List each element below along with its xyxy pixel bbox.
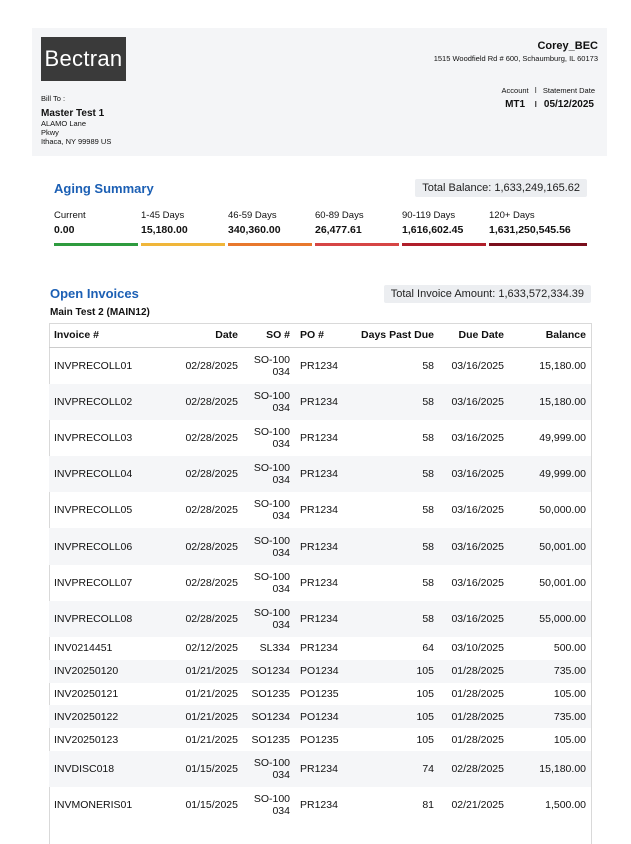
po-number-cell: PR1234	[295, 456, 349, 492]
bucket-value: 0.00	[54, 224, 75, 236]
invoice-date-cell: 01/21/2025	[185, 733, 238, 746]
balance-cell: 50,001.00	[539, 576, 586, 589]
bill-to-address-line: Pkwy	[41, 128, 59, 137]
so-number-line: 034	[272, 546, 290, 559]
column-header: Date	[163, 323, 243, 348]
table-row	[49, 565, 591, 601]
so-number-cell	[243, 660, 295, 683]
invoice-date-cell: 02/28/2025	[163, 528, 243, 564]
separator: I	[534, 86, 537, 95]
days-past-due-cell: 58	[422, 359, 434, 372]
so-number-line: SO1234	[251, 710, 290, 723]
due-date-cell: 03/16/2025	[451, 359, 504, 372]
bill-to-name: Master Test 1	[41, 108, 105, 119]
invoice-date-cell: 02/28/2025	[185, 504, 238, 517]
table-row	[49, 705, 591, 728]
balance-cell: 49,999.00	[539, 431, 586, 444]
due-date-cell: 03/16/2025	[439, 456, 509, 492]
invoice-number-cell: INV20250121	[54, 687, 119, 700]
so-number-line: SO-100	[253, 498, 290, 511]
bucket-label: 46-59 Days	[228, 210, 277, 221]
balance-cell: 15,180.00	[539, 359, 586, 372]
bucket-label: 1-45 Days	[141, 210, 185, 221]
invoice-number-cell: INVMONERIS01	[54, 799, 133, 812]
column-header: Invoice #	[49, 323, 163, 348]
so-number-cell	[243, 420, 295, 456]
bill-to-label: Bill To :	[41, 94, 66, 103]
so-number-cell	[243, 683, 295, 706]
bucket-value: 340,360.00	[228, 224, 281, 236]
bucket-label: 60-89 Days	[315, 210, 364, 221]
table-row	[49, 384, 591, 420]
po-number-cell: PR1234	[300, 359, 338, 372]
days-past-due-cell: 64	[422, 642, 434, 655]
bucket-value: 1,631,250,545.56	[489, 224, 571, 236]
statement-date-label: Statement Date	[542, 86, 595, 95]
invoice-number-cell: INV20250123	[54, 733, 119, 746]
aging-buckets	[54, 210, 588, 246]
po-number-cell: PR1234	[300, 504, 338, 517]
invoice-date-cell: 01/15/2025	[163, 751, 243, 787]
bill-to-block	[41, 94, 111, 146]
aging-bucket-120-plus	[489, 210, 587, 246]
bucket-value: 15,180.00	[141, 224, 188, 236]
column-header: Due Date	[439, 323, 509, 348]
so-number-cell	[243, 637, 295, 660]
invoice-date-cell: 02/28/2025	[185, 431, 238, 444]
invoice-number-cell: INVPRECOLL02	[49, 384, 163, 420]
invoice-date-cell: 01/15/2025	[185, 799, 238, 812]
so-number-line: SO1234	[251, 665, 290, 678]
column-header: Days Past Due	[349, 323, 439, 348]
bill-to-address-line: ALAMO Lane	[41, 119, 87, 128]
balance-cell: 105.00	[553, 687, 586, 700]
invoice-number-cell: INV20250122	[49, 705, 163, 728]
bucket-color-bar	[489, 243, 587, 246]
table-row	[49, 683, 591, 706]
so-number-line: SO-100	[253, 570, 290, 583]
invoice-number-cell: INV0214451	[54, 642, 113, 655]
so-number-line: 034	[272, 437, 290, 450]
table-row	[49, 660, 591, 683]
balance-cell: 50,000.00	[539, 504, 586, 517]
so-number-cell	[243, 348, 295, 384]
so-number-line: SO-100	[253, 425, 290, 438]
company-address: 1515 Woodfield Rd # 600, Schaumburg, IL 60173	[433, 54, 598, 63]
invoice-date-cell: 01/21/2025	[163, 660, 243, 683]
po-number-cell: PO1235	[300, 733, 339, 746]
due-date-cell: 01/28/2025	[451, 687, 504, 700]
days-past-due-cell: 105	[416, 687, 434, 700]
so-number-cell	[243, 787, 295, 823]
table-row	[49, 492, 591, 528]
invoice-number-cell: INVPRECOLL01	[54, 359, 133, 372]
due-date-cell: 03/16/2025	[451, 431, 504, 444]
aging-bucket-60-89	[315, 210, 399, 246]
open-invoices-title: Open Invoices	[50, 286, 139, 301]
company-name: Corey_BEC	[537, 40, 598, 52]
invoice-number-cell: INVPRECOLL07	[54, 576, 133, 589]
so-number-line: SO-100	[253, 462, 290, 475]
days-past-due-cell: 74	[349, 751, 439, 787]
due-date-cell: 03/16/2025	[439, 528, 509, 564]
column-header: PO #	[295, 323, 349, 348]
bucket-label: Current	[54, 210, 86, 221]
so-number-cell	[243, 705, 295, 728]
invoice-date-cell: 02/12/2025	[185, 642, 238, 655]
invoice-number-cell: INVPRECOLL06	[49, 528, 163, 564]
bucket-value: 1,616,602.45	[402, 224, 464, 236]
days-past-due-cell: 58	[349, 384, 439, 420]
bucket-color-bar	[141, 243, 225, 246]
total-balance-badge: Total Balance: 1,633,249,165.62	[415, 179, 587, 197]
due-date-cell: 02/28/2025	[439, 751, 509, 787]
so-number-line: SO-100	[253, 353, 290, 366]
total-invoice-amount-badge: Total Invoice Amount: 1,633,572,334.39	[384, 285, 591, 303]
due-date-cell: 03/16/2025	[451, 504, 504, 517]
invoice-number-cell: INVPRECOLL05	[54, 504, 133, 517]
invoices-table-body	[49, 348, 591, 824]
aging-bucket-46-59	[228, 210, 312, 246]
days-past-due-cell: 58	[422, 504, 434, 517]
due-date-cell: 02/21/2025	[451, 799, 504, 812]
separator: I	[534, 100, 537, 109]
po-number-cell: PO1234	[295, 660, 349, 683]
so-number-line: 034	[272, 769, 290, 782]
so-number-cell	[243, 601, 295, 637]
table-row	[49, 528, 591, 564]
column-header: SO #	[243, 323, 295, 348]
invoice-number-cell: INVPRECOLL04	[49, 456, 163, 492]
days-past-due-cell: 58	[349, 528, 439, 564]
invoices-table	[49, 323, 591, 823]
po-number-cell: PO1234	[295, 705, 349, 728]
balance-cell: 15,180.00	[509, 751, 591, 787]
bucket-color-bar	[54, 243, 138, 246]
po-number-cell: PO1235	[300, 687, 339, 700]
so-number-line: 034	[272, 365, 290, 378]
so-number-line: SO-100	[253, 793, 290, 806]
invoice-number-cell: INVDISC018	[49, 751, 163, 787]
po-number-cell: PR1234	[295, 528, 349, 564]
days-past-due-cell: 105	[349, 660, 439, 683]
balance-cell: 735.00	[509, 660, 591, 683]
days-past-due-cell: 58	[422, 431, 434, 444]
account-value: MT1	[505, 99, 526, 110]
so-number-line: SO1235	[251, 733, 290, 746]
statement-date-value: 05/12/2025	[543, 99, 594, 110]
so-number-line: 034	[272, 401, 290, 414]
balance-cell: 55,000.00	[509, 601, 591, 637]
po-number-cell: PR1234	[300, 799, 338, 812]
bucket-color-bar	[228, 243, 312, 246]
due-date-cell: 01/28/2025	[439, 660, 509, 683]
so-number-cell	[243, 384, 295, 420]
so-number-line: SO-100	[253, 606, 290, 619]
customer-subtitle: Main Test 2 (MAIN12)	[50, 307, 150, 318]
aging-summary-title: Aging Summary	[54, 181, 154, 196]
balance-cell: 1,500.00	[545, 799, 586, 812]
balance-cell: 500.00	[553, 642, 586, 655]
company-info	[434, 40, 598, 63]
invoice-date-cell: 02/28/2025	[163, 601, 243, 637]
statement-header	[32, 28, 607, 156]
balance-cell: 735.00	[509, 705, 591, 728]
account-info	[499, 86, 598, 110]
days-past-due-cell: 105	[416, 733, 434, 746]
due-date-cell: 03/16/2025	[451, 576, 504, 589]
days-past-due-cell: 105	[349, 705, 439, 728]
table-row	[49, 751, 591, 787]
so-number-cell	[243, 456, 295, 492]
due-date-cell: 01/28/2025	[439, 705, 509, 728]
company-logo: Bectran	[41, 37, 126, 81]
bucket-color-bar	[402, 243, 486, 246]
so-number-line: SL334	[259, 642, 290, 655]
invoice-number-cell: INV20250120	[49, 660, 163, 683]
bucket-label: 90-119 Days	[402, 210, 456, 221]
so-number-cell	[243, 751, 295, 787]
invoice-date-cell: 01/21/2025	[163, 705, 243, 728]
account-label: Account	[501, 86, 529, 95]
so-number-line: 034	[272, 474, 290, 487]
so-number-line: 034	[272, 582, 290, 595]
days-past-due-cell: 58	[349, 601, 439, 637]
po-number-cell: PR1234	[295, 601, 349, 637]
aging-bucket-90-119	[402, 210, 486, 246]
balance-cell: 105.00	[553, 733, 586, 746]
so-number-cell	[243, 528, 295, 564]
invoice-number-cell: INVPRECOLL03	[54, 431, 133, 444]
bucket-value: 26,477.61	[315, 224, 362, 236]
bucket-color-bar	[315, 243, 399, 246]
invoice-date-cell: 02/28/2025	[163, 456, 243, 492]
so-number-line: SO1235	[251, 687, 290, 700]
table-row	[49, 420, 591, 456]
days-past-due-cell: 81	[422, 799, 434, 812]
so-number-line: 034	[272, 510, 290, 523]
table-row	[49, 456, 591, 492]
so-number-cell	[243, 565, 295, 601]
due-date-cell: 03/16/2025	[439, 384, 509, 420]
table-row	[49, 348, 591, 384]
column-header: Balance	[509, 323, 591, 348]
bill-to-address-line: Ithaca, NY 99989 US	[41, 137, 112, 146]
aging-bucket-1-45	[141, 210, 225, 246]
table-row	[49, 637, 591, 660]
table-row	[49, 601, 591, 637]
po-number-cell: PR1234	[300, 642, 338, 655]
due-date-cell: 03/16/2025	[439, 601, 509, 637]
table-row	[49, 787, 591, 823]
table-row	[49, 728, 591, 751]
po-number-cell: PR1234	[300, 431, 338, 444]
so-number-line: 034	[272, 618, 290, 631]
balance-cell: 15,180.00	[509, 384, 591, 420]
so-number-cell	[243, 492, 295, 528]
days-past-due-cell: 58	[349, 456, 439, 492]
so-number-line: SO-100	[253, 757, 290, 770]
balance-cell: 50,001.00	[509, 528, 591, 564]
invoice-date-cell: 02/28/2025	[163, 384, 243, 420]
aging-bucket-current	[54, 210, 138, 246]
so-number-line: SO-100	[253, 534, 290, 547]
so-number-line: 034	[272, 805, 290, 818]
due-date-cell: 01/28/2025	[451, 733, 504, 746]
so-number-cell	[243, 728, 295, 751]
invoice-date-cell: 01/21/2025	[185, 687, 238, 700]
table-header-row	[49, 323, 591, 348]
invoice-date-cell: 02/28/2025	[185, 359, 238, 372]
bucket-label: 120+ Days	[489, 210, 535, 221]
invoice-date-cell: 02/28/2025	[185, 576, 238, 589]
invoice-number-cell: INVPRECOLL08	[49, 601, 163, 637]
po-number-cell: PR1234	[295, 751, 349, 787]
days-past-due-cell: 58	[422, 576, 434, 589]
po-number-cell: PR1234	[295, 384, 349, 420]
due-date-cell: 03/10/2025	[451, 642, 504, 655]
po-number-cell: PR1234	[300, 576, 338, 589]
balance-cell: 49,999.00	[509, 456, 591, 492]
so-number-line: SO-100	[253, 389, 290, 402]
